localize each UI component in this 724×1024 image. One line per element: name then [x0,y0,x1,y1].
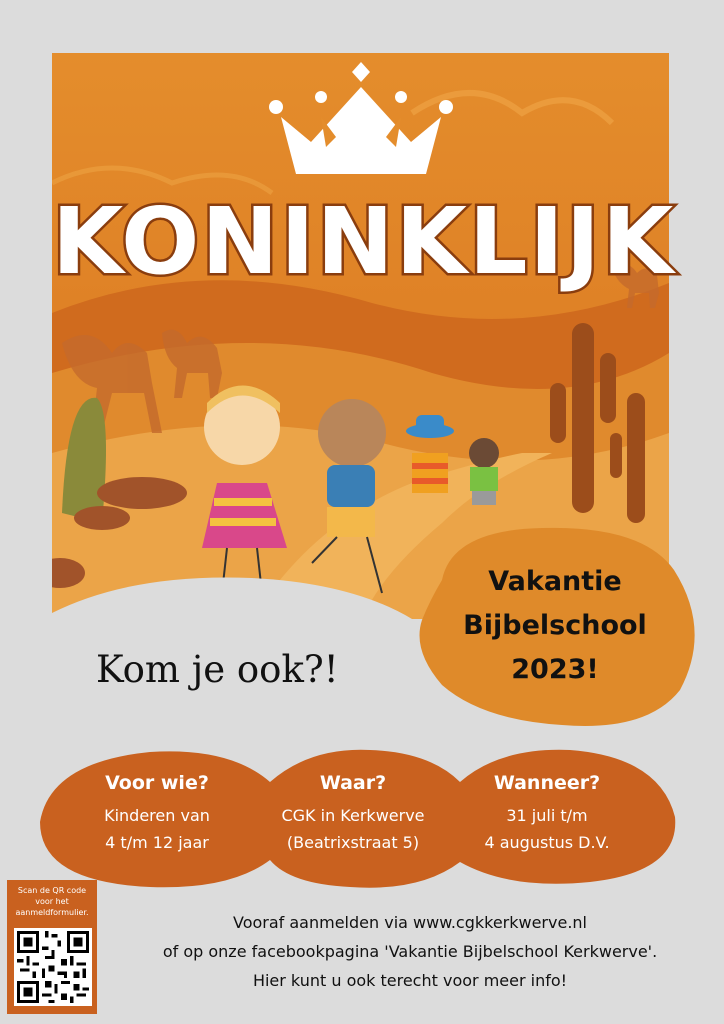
badge-line-1: Vakantie [488,566,622,597]
info-who [62,772,252,856]
child-hat-figure [406,415,454,493]
info-where-line-2: (Beatrixstraat 5) [286,833,420,852]
footer-line-1: Vooraf aanmelden via www.cgkkerkwerve.nl [232,913,587,932]
tagline: Kom je ook?! [96,648,339,691]
qr-caption-line-1: Scan de QR code [17,886,87,895]
info-when-line-2: 4 augustus D.V. [484,833,610,852]
footer-text [100,908,720,995]
info-who-line-1: Kinderen van [104,806,210,825]
crown-icon [266,62,456,182]
info-who-heading: Voor wie? [105,772,209,794]
info-where-heading: Waar? [319,772,387,794]
info-when-heading: Wanneer? [493,772,601,794]
qr-caption [10,885,94,918]
info-who-line-2: 4 t/m 12 jaar [105,833,209,852]
child-back-figure [469,438,499,505]
badge-line-3: 2023! [511,654,599,685]
footer-line-3: Hier kunt u ook terecht voor meer info! [252,971,568,990]
badge-line-2: Bijbelschool [463,610,647,641]
qr-code-icon[interactable] [14,928,92,1006]
info-when [452,772,642,856]
footer-line-2: of op onze facebookpagina 'Vakantie Bijbelschool Kerkwerve'. [162,942,658,961]
info-where-line-1: CGK in Kerkwerve [281,806,425,825]
qr-caption-line-2: voor het [35,897,69,906]
hero-title: KONINKLIJK [52,188,676,295]
info-where [258,772,448,856]
qr-caption-line-3: aanmeldformulier. [15,908,89,917]
title-badge [430,560,680,692]
info-when-line-1: 31 juli t/m [506,806,588,825]
